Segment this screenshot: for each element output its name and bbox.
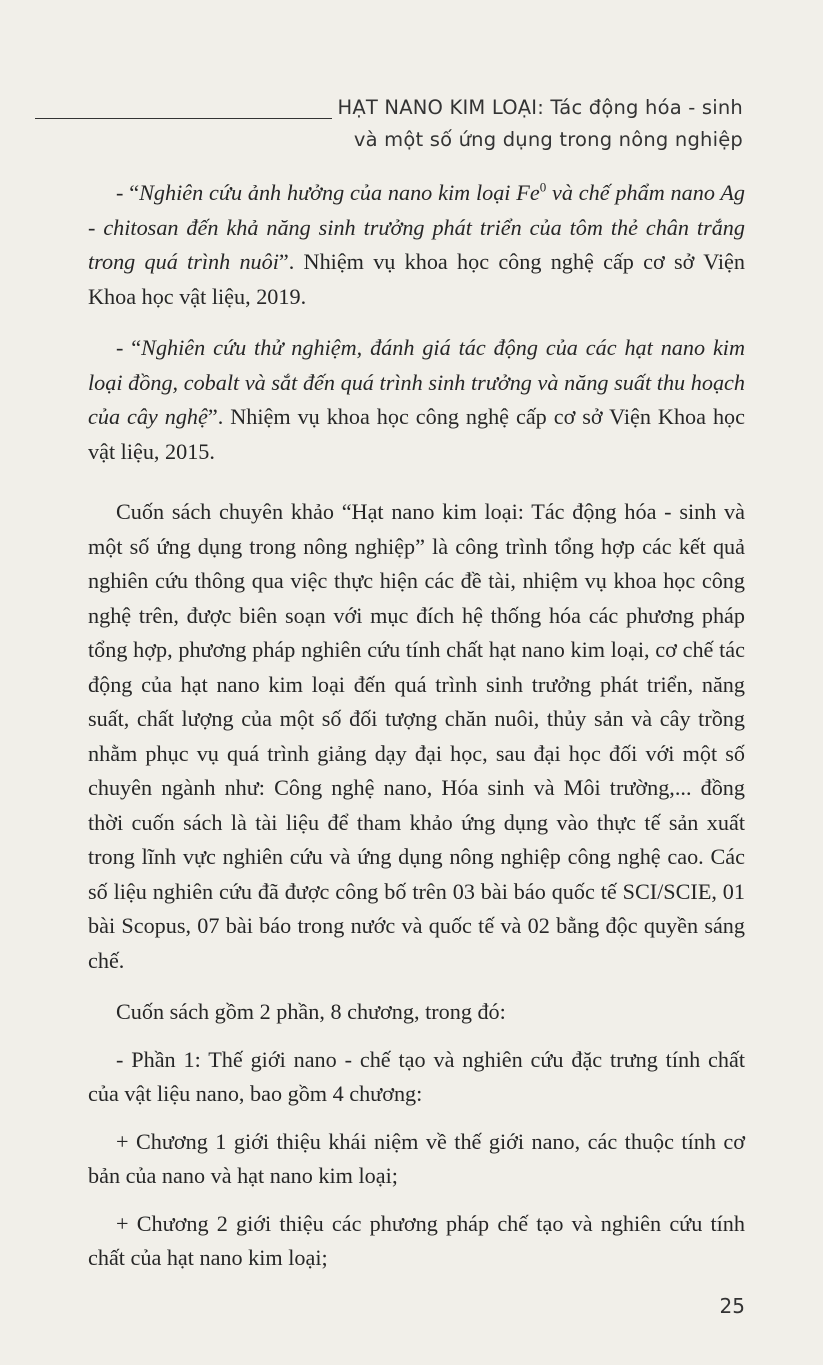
reference-1-details: ”. Nhiệm vụ khoa học công nghệ cấp cơ sở Viện Khoa học vật liệu, 2019. [88,249,745,309]
paragraph-reference-1 [88,176,745,314]
paragraph-chapter-2: + Chương 2 giới thiệu các phương pháp chế tạo và nghiên cứu tính chất của hạt nano kim loại; [88,1210,745,1270]
running-head [338,92,743,156]
paragraph-chapter-1: + Chương 1 giới thiệu khái niệm về thế giới nano, các thuộc tính cơ bản của nano và hạt nano kim loại; [88,1128,745,1188]
dash-open: - “ [116,180,140,205]
page-number: 25 [719,1294,745,1318]
body-text [88,176,745,1289]
reference-1-superscript: 0 [539,179,547,195]
paragraph-reference-2 [88,331,745,469]
paragraph-book-overview: Cuốn sách chuyên khảo “Hạt nano kim loại: Tác động hóa - sinh và một số ứng dụng trong nông nghiệp” là công trình tổng hợp các kết quả nghiên cứu thông qua việc thực hiện các đề tài, nhiệm vụ khoa học công nghệ trên, được biên soạn với mục đích hệ thống hóa các phương pháp tổng hợp, phương pháp nghiên cứu tính chất hạt nano kim loại, cơ chế tác động của hạt nano kim loại đến quá trình sinh trưởng phát triển, năng suất, chất lượng của một số đối tượng chăn nuôi, thủy sản và cây trồng nhằm phục vụ quá trình giảng dạy đại học, sau đại học đối với một số chuyên ngành như: Công nghệ nano, Hóa sinh và Môi trường,... đồng thời cuốn sách là tài liệu để tham khảo ứng dụng vào thực tế sản xuất trong lĩnh vực nghiên cứu và ứng dụng nông nghiệp công nghệ cao. Các số liệu nghiên cứu đã được công bố trên 03 bài báo quốc tế SCI/SCIE, 01 bài Scopus, 07 bài báo trong nước và quốc tế và 02 bằng độc quyền sáng chế. [88,499,745,973]
paragraph-book-structure: Cuốn sách gồm 2 phần, 8 chương, trong đó: [116,999,506,1024]
running-head-line-2: và một số ứng dụng trong nông nghiệp [353,128,743,151]
reference-1-title-b: và chế phẩm nano Ag - chitosan đến khả năng sinh trưởng phát triển của tôm thẻ chân trắng trong quá trình nuôi [88,180,745,274]
header-rule [35,118,332,119]
reference-2-details: ”. Nhiệm vụ khoa học công nghệ cấp cơ sở Viện Khoa học vật liệu, 2015. [88,404,745,464]
paragraph-part-1: - Phần 1: Thế giới nano - chế tạo và nghiên cứu đặc trưng tính chất của vật liệu nano, bao gồm 4 chương: [88,1046,745,1106]
running-head-line-1: HẠT NANO KIM LOẠI: Tác động hóa - sinh [337,96,743,119]
reference-2-title: Nghiên cứu thử nghiệm, đánh giá tác động của các hạt nano kim loại đồng, cobalt và sắt đến quá trình sinh trưởng và năng suất thu hoạch của cây nghệ [88,335,745,429]
reference-1-title-a: Nghiên cứu ảnh hưởng của nano kim loại Fe [139,180,540,205]
dash-open: - “ [116,335,142,360]
